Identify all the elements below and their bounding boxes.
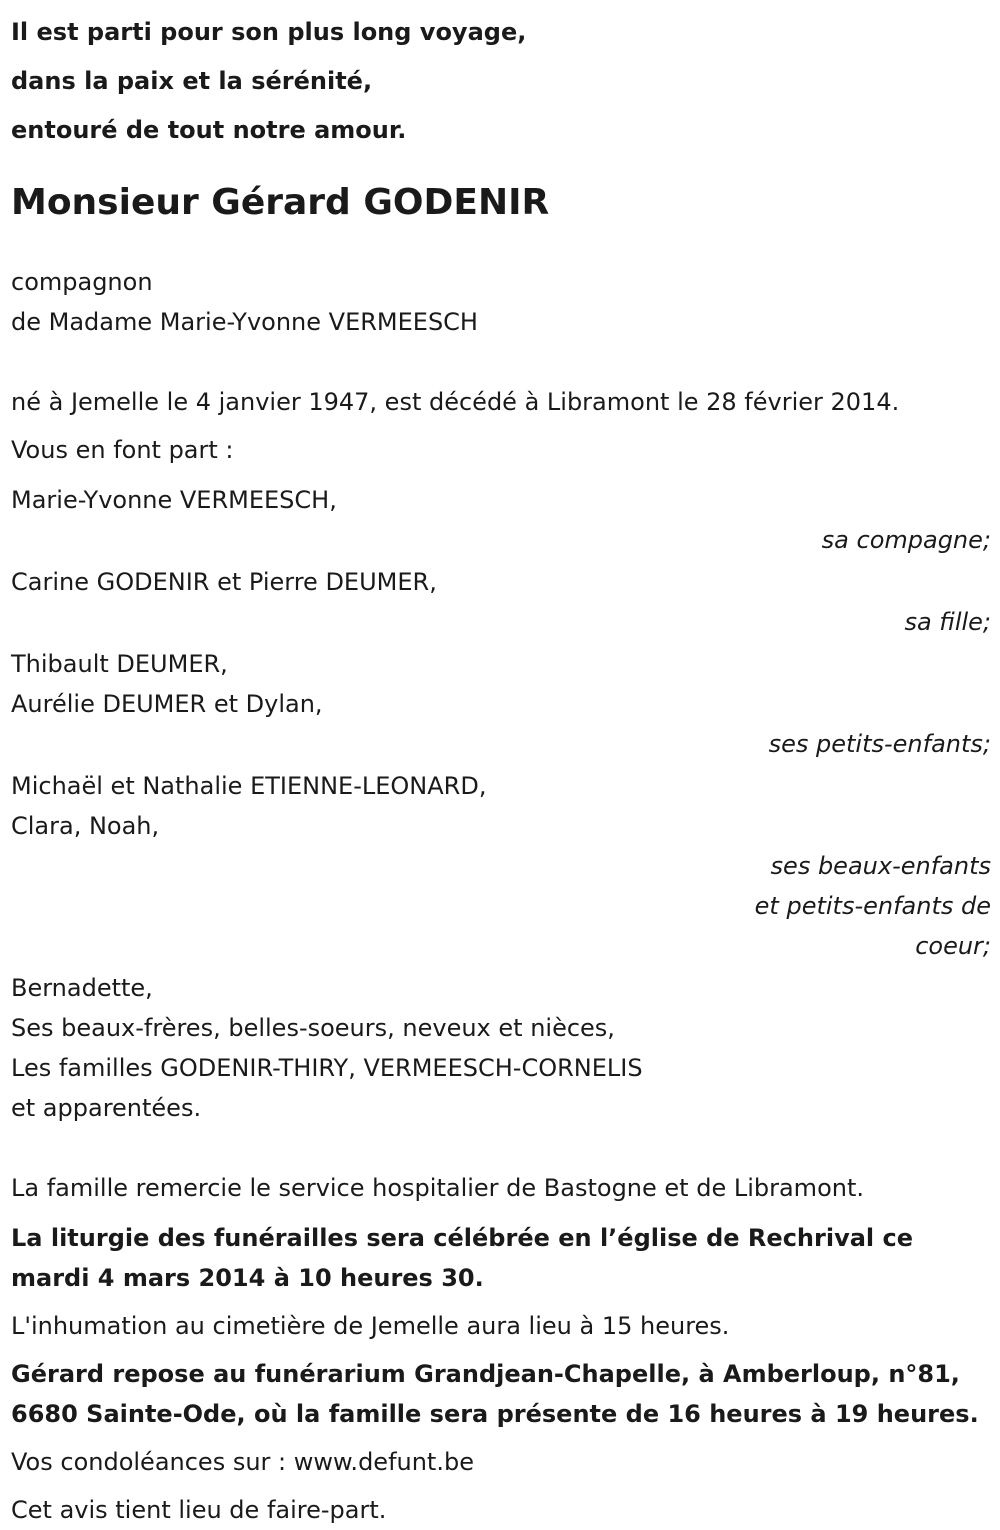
family-block-grandchildren: [11, 644, 991, 764]
relative-line: Ses beaux-frères, belles-soeurs, neveux et nièces,: [11, 1014, 615, 1042]
family-names: Clara, Noah,: [11, 812, 160, 840]
thanks-line: La famille remercie le service hospitalier de Bastogne et de Libramont.: [11, 1174, 864, 1202]
condolences-line: Vos condoléances sur : www.defunt.be: [11, 1448, 474, 1476]
funeral-home-line: Gérard repose au funérarium Grandjean-Chapelle, à Amberloup, n°81,: [11, 1360, 960, 1388]
family-names: Carine GODENIR et Pierre DEUMER,: [11, 568, 437, 596]
notice-line: Cet avis tient lieu de faire-part.: [11, 1496, 387, 1524]
liturgy-line: La liturgie des funérailles sera célébrée en l’église de Rechrival ce: [11, 1224, 913, 1252]
relative-line: Bernadette,: [11, 974, 153, 1002]
deceased-name: Monsieur Gérard GODENIR: [11, 182, 550, 223]
family-role: sa compagne;: [821, 526, 991, 554]
relative-line: Les familles GODENIR-THIRY, VERMEESCH-CORNELIS: [11, 1054, 643, 1082]
family-block-daughter: [11, 562, 991, 642]
liturgy-line: mardi 4 mars 2014 à 10 heures 30.: [11, 1264, 484, 1292]
family-role: ses beaux-enfants: [770, 852, 991, 880]
relation-line: compagnon: [11, 268, 153, 296]
epigraph-line: Il est parti pour son plus long voyage,: [11, 18, 527, 46]
obituary-notice: [11, 8, 991, 1530]
burial-line: L'inhumation au cimetière de Jemelle aura lieu à 15 heures.: [11, 1312, 730, 1340]
other-relatives: [11, 968, 991, 1128]
family-role: et petits-enfants de: [754, 892, 991, 920]
epigraph: [11, 8, 991, 155]
funeral-home-line: 6680 Sainte-Ode, où la famille sera présente de 16 heures à 19 heures.: [11, 1400, 979, 1428]
relation: [11, 262, 991, 342]
family-role: sa fille;: [904, 608, 991, 636]
announce-line: Vous en font part :: [11, 436, 234, 464]
family-names: Aurélie DEUMER et Dylan,: [11, 690, 323, 718]
family-role: ses petits-enfants;: [768, 730, 991, 758]
family-names: Marie-Yvonne VERMEESCH,: [11, 486, 337, 514]
family-block-stepchildren: [11, 766, 991, 966]
relative-line: et apparentées.: [11, 1094, 202, 1122]
liturgy: [11, 1218, 991, 1298]
epigraph-line: dans la paix et la sérénité,: [11, 67, 373, 95]
family-block-partner: [11, 480, 991, 560]
birth-death: né à Jemelle le 4 janvier 1947, est décédé à Libramont le 28 février 2014.: [11, 388, 900, 416]
relation-line: de Madame Marie-Yvonne VERMEESCH: [11, 308, 478, 336]
family-names: Michaël et Nathalie ETIENNE-LEONARD,: [11, 772, 487, 800]
family-names: Thibault DEUMER,: [11, 650, 228, 678]
family-role: coeur;: [915, 932, 991, 960]
funeral-home: [11, 1354, 991, 1434]
epigraph-line: entouré de tout notre amour.: [11, 116, 407, 144]
